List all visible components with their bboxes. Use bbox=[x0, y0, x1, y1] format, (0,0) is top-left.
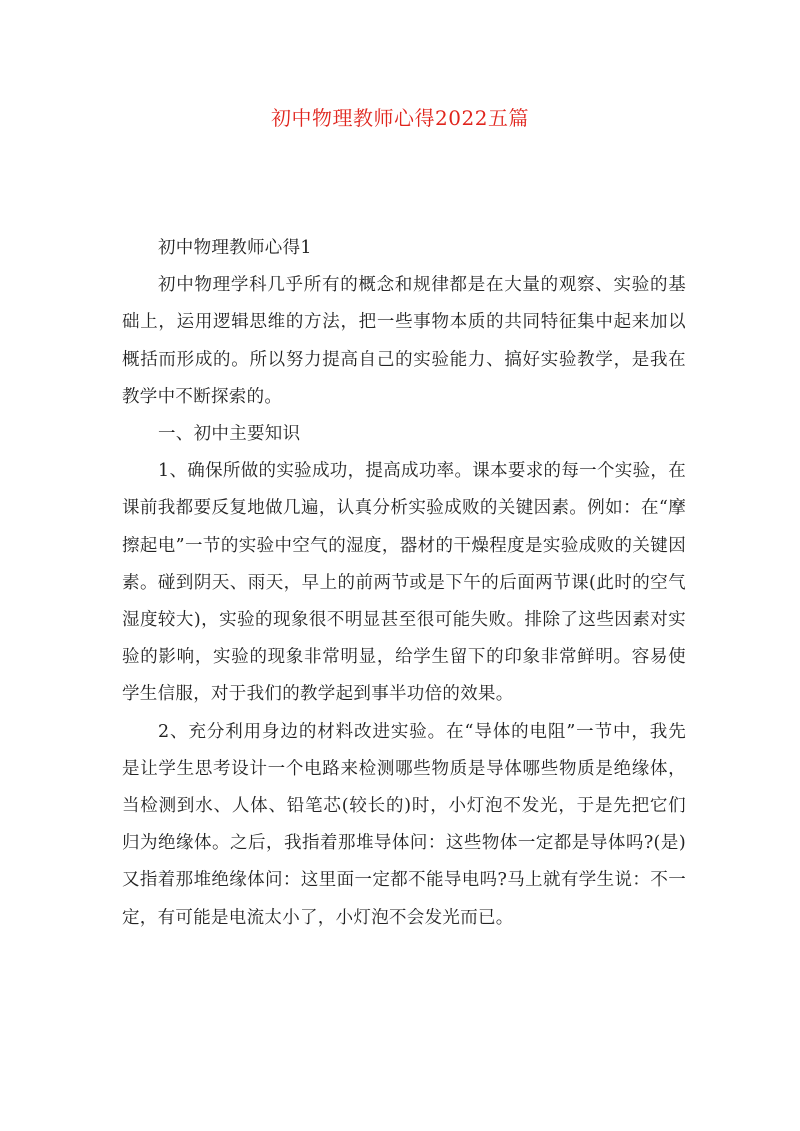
intro-paragraph: 初中物理学科几乎所有的概念和规律都是在大量的观察、实验的基础上，运用逻辑思维的方法，把一些事物本质的共同特征集中起来加以概括而形成的。所以努力提高自己的实验能力、搞好实验教学，是我在教学中不断探索的。 bbox=[122, 275, 686, 407]
section-heading-knowledge: 一、初中主要知识 bbox=[158, 424, 301, 445]
document-body bbox=[122, 230, 686, 937]
paragraph-point-1: 1、确保所做的实验成功，提高成功率。课本要求的每一个实验，在课前我都要反复地做几遍，认真分析实验成败的关键因素。例如：在“摩擦起电”一节的实验中空气的湿度，器材的干燥程度是实验成败的关键因素。碰到阴天、雨天，早上的前两节或是下午的后面两节课(此时的空气湿度较大)，实验的现象很不明显甚至很可能失败。排除了这些因素对实验的影响，实验的现象非常明显，给学生留下的印象非常鲜明。容易使学生信服，对于我们的教学起到事半功倍的效果。 bbox=[122, 461, 686, 705]
section-heading-1: 初中物理教师心得1 bbox=[158, 238, 312, 258]
document-title: 初中物理教师心得2022五篇 bbox=[271, 106, 529, 130]
paragraph-point-2: 2、充分利用身边的材料改进实验。在“导体的电阻”一节中，我先是让学生思考设计一个电路来检测哪些物质是导体哪些物质是绝缘体，当检测到水、人体、铅笔芯(较长的)时，小灯泡不发光，于是先把它们归为绝缘体。之后，我指着那堆导体问：这些物体一定都是导体吗?(是)又指着那堆绝缘体问：这里面一定都不能导电吗?马上就有学生说：不一定，有可能是电流太小了，小灯泡不会发光而已。 bbox=[122, 721, 686, 928]
